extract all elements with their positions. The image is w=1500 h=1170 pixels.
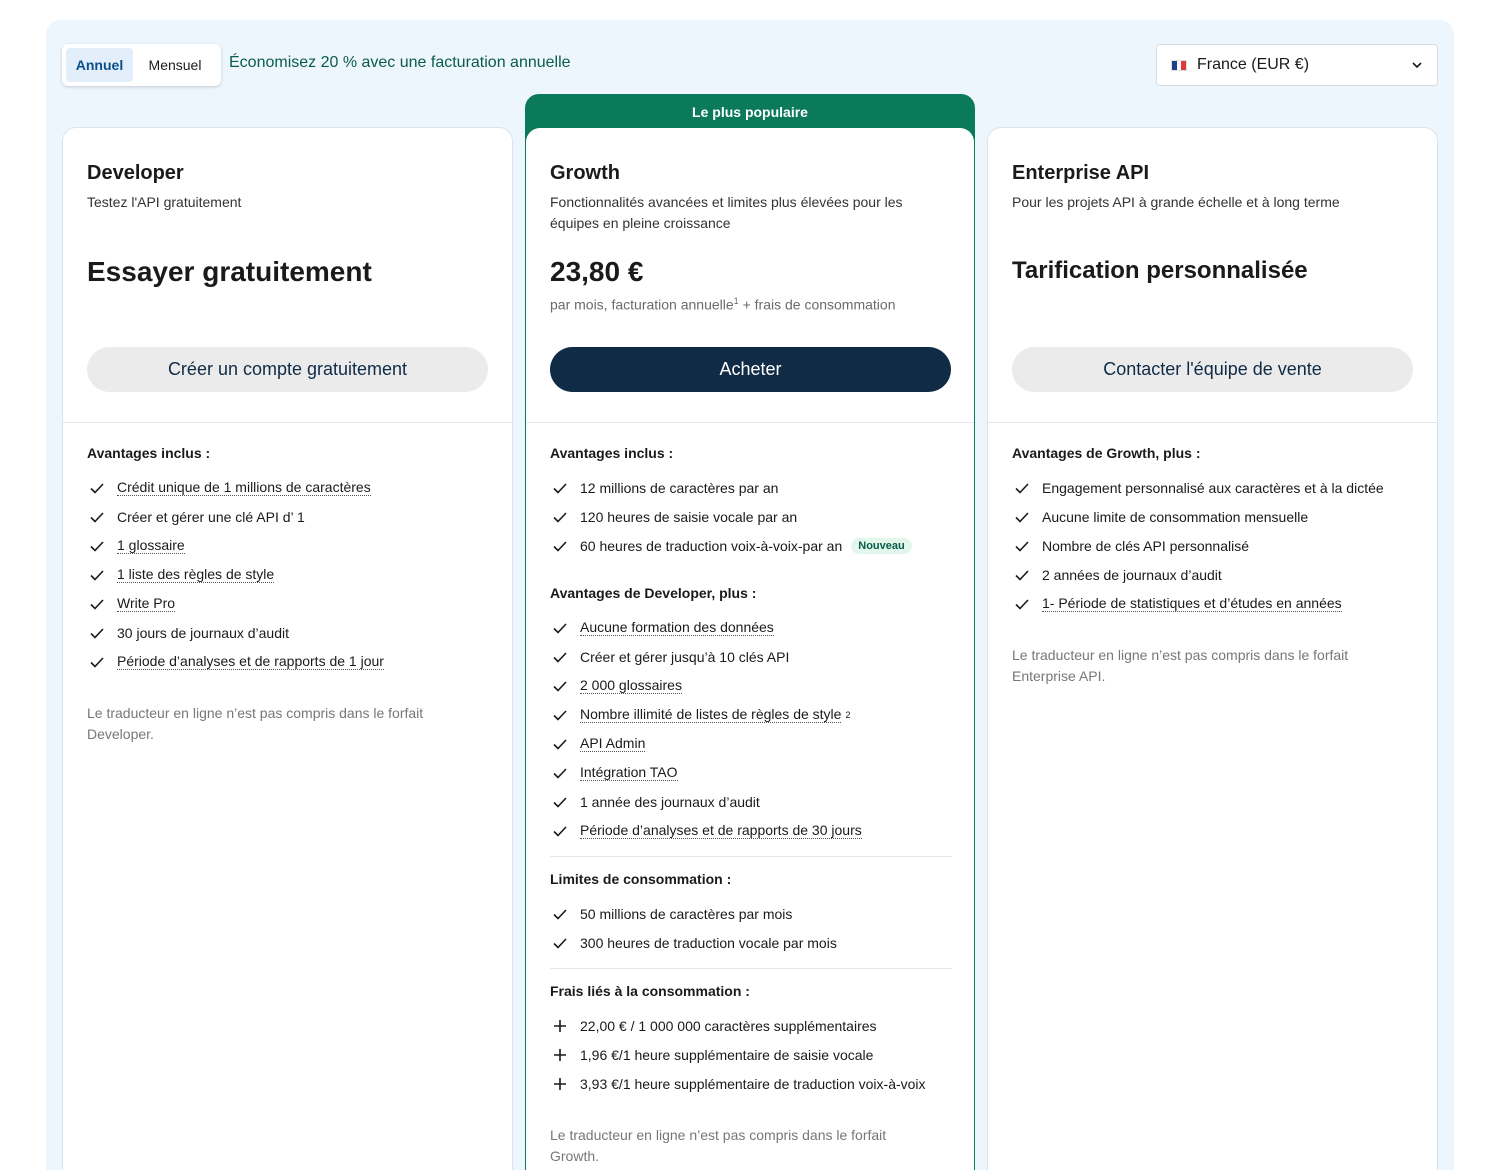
feature-item [87,618,489,647]
fee-item [550,1040,952,1069]
feature-item [550,928,952,957]
check-icon [89,596,105,612]
feature-text: Créer et gérer une clé API d’ 1 [117,508,305,525]
feature-item [550,700,952,729]
plan-card-growth [525,94,975,1170]
plan-price: Tarification personnalisée [1012,257,1308,284]
check-icon [552,538,568,554]
feature-link[interactable]: Nombre illimité de listes de règles de style [580,706,842,722]
included-title: Avantages inclus : [550,445,674,461]
chevron-down-icon [1411,59,1423,71]
feature-item [87,473,489,502]
plan-note: Le traducteur en ligne n’est pas compris dans le forfait Developer. [87,705,424,742]
feature-text: 1 année des journaux d’audit [580,793,760,810]
check-icon [89,480,105,496]
country-select[interactable] [1156,44,1438,86]
feature-item [550,758,952,787]
annual-toggle-option[interactable]: Annuel [66,48,133,82]
feature-item [550,531,952,560]
check-icon [552,935,568,951]
feature-item [550,729,952,758]
fee-text: 1,96 €/1 heure supplémentaire de saisie vocale [580,1046,874,1063]
billing-toggle [62,44,221,86]
plan-card-developer [62,127,513,1170]
feature-link[interactable]: Crédit unique de 1 millions de caractères [117,479,371,495]
plan-name: Growth [550,162,620,184]
fee-text: 22,00 € / 1 000 000 caractères supplémentaires [580,1017,877,1034]
features-title: Avantages inclus : [87,445,211,461]
monthly-toggle-option[interactable]: Mensuel [148,57,202,73]
feature-item [550,502,952,531]
feature-link[interactable]: 2 000 glossaires [580,677,682,693]
plan-price: Essayer gratuitement [87,256,372,287]
plan-price: 23,80 € [550,256,644,287]
france-flag-icon [1171,60,1187,71]
feature-item [1012,531,1414,560]
feature-text: 30 jours de journaux d’audit [117,624,290,641]
section-divider [550,856,952,857]
create-free-account-button[interactable]: Créer un compte gratuitement [87,347,488,392]
check-icon [89,654,105,670]
check-icon [552,707,568,723]
fee-item [550,1069,952,1098]
features-section [87,444,489,676]
feature-item [87,560,489,589]
plus-section [550,584,952,845]
feature-item [550,816,952,845]
feature-item [1012,589,1414,618]
check-icon [552,649,568,665]
feature-link[interactable]: 1 glossaire [117,537,185,553]
feature-text: Nombre de clés API personnalisé [1042,537,1249,554]
check-icon [552,765,568,781]
feature-item [87,589,489,618]
plan-name: Developer [87,162,184,184]
check-icon [552,620,568,636]
check-icon [552,480,568,496]
fee-item [550,1011,952,1040]
divider [988,422,1437,423]
country-select-value: France (EUR €) [1197,56,1310,73]
check-icon [89,625,105,641]
fees-title: Frais liés à la consommation : [550,983,750,999]
feature-link[interactable]: Intégration TAO [580,764,678,780]
check-icon [1014,480,1030,496]
savings-text: Économisez 20 % avec une facturation annuelle [229,54,571,71]
plan-description: Fonctionnalités avancées et limites plus élevées pour les équipes en pleine croissance [550,194,903,231]
feature-link[interactable]: Aucune formation des données [580,619,774,635]
contact-sales-button[interactable]: Contacter l'équipe de vente [1012,347,1413,392]
fee-text: 3,93 €/1 heure supplémentaire de traduction voix-à-voix [580,1075,926,1092]
feature-link[interactable]: Période d’analyses et de rapports de 30 jours [580,822,862,838]
features-section [1012,444,1414,618]
included-section [550,444,952,560]
feature-item [550,642,952,671]
feature-link[interactable]: API Admin [580,735,646,751]
feature-text: 2 années de journaux d’audit [1042,566,1222,583]
divider [526,422,974,423]
feature-text: Aucune limite de consommation mensuelle [1042,508,1309,525]
plus-icon [552,1047,568,1063]
feature-text: 120 heures de saisie vocale par an [580,508,798,525]
new-badge: Nouveau [851,538,911,554]
feature-item [87,531,489,560]
check-icon [89,509,105,525]
plus-icon [552,1018,568,1034]
feature-item [87,647,489,676]
most-popular-banner: Le plus populaire [692,104,808,120]
feature-text: 300 heures de traduction vocale par mois [580,934,837,951]
check-icon [1014,596,1030,612]
feature-item [550,787,952,816]
plan-card-growth-body [526,128,974,1170]
check-icon [89,567,105,583]
check-icon [552,906,568,922]
feature-item [550,473,952,502]
features-title: Avantages de Growth, plus : [1012,445,1201,461]
feature-item [550,613,952,642]
feature-link[interactable]: 1- Période de statistiques et d’études en années [1042,595,1342,611]
feature-item [550,899,952,928]
check-icon [552,823,568,839]
check-icon [552,794,568,810]
footnote-marker: 2 [845,709,851,720]
feature-item [1012,560,1414,589]
plan-note: Le traducteur en ligne n’est pas compris dans le forfait Enterprise API. [1012,647,1349,684]
check-icon [1014,567,1030,583]
check-icon [1014,509,1030,525]
plan-name: Enterprise API [1012,162,1150,184]
plus-title: Avantages de Developer, plus : [550,585,757,601]
footnote-marker: 1 [733,296,739,306]
buy-button[interactable]: Acheter [550,347,951,392]
plan-note: Le traducteur en ligne n’est pas compris dans le forfait Growth. [550,1127,887,1164]
check-icon [552,736,568,752]
feature-text: Créer et gérer jusqu’à 10 clés API [580,648,790,665]
feature-item [1012,473,1414,502]
plan-description: Testez l'API gratuitement [87,194,242,210]
check-icon [1014,538,1030,554]
plus-icon [552,1076,568,1092]
price-subtitle: par mois, facturation annuelle$^1$ + frais de consommation [550,296,896,313]
limits-section [550,870,952,957]
feature-item [1012,502,1414,531]
feature-text: Engagement personnalisé aux caractères et à la dictée [1042,479,1384,496]
plan-description: Pour les projets API à grande échelle et à long terme [1012,194,1340,210]
check-icon [552,678,568,694]
feature-text: 12 millions de caractères par an [580,479,779,496]
feature-text: 60 heures de traduction voix-à-voix-par an [580,537,843,554]
feature-link[interactable]: 1 liste des règles de style [117,566,275,582]
divider [63,422,512,423]
feature-item [87,502,489,531]
feature-link[interactable]: Write Pro [117,595,176,611]
check-icon [552,509,568,525]
feature-text: 50 millions de caractères par mois [580,905,793,922]
plan-card-enterprise [987,127,1438,1170]
section-divider [550,968,952,969]
fees-section [550,982,952,1098]
feature-link[interactable]: Période d’analyses et de rapports de 1 jour [117,653,384,669]
feature-item [550,671,952,700]
limits-title: Limites de consommation : [550,871,732,887]
check-icon [89,538,105,554]
